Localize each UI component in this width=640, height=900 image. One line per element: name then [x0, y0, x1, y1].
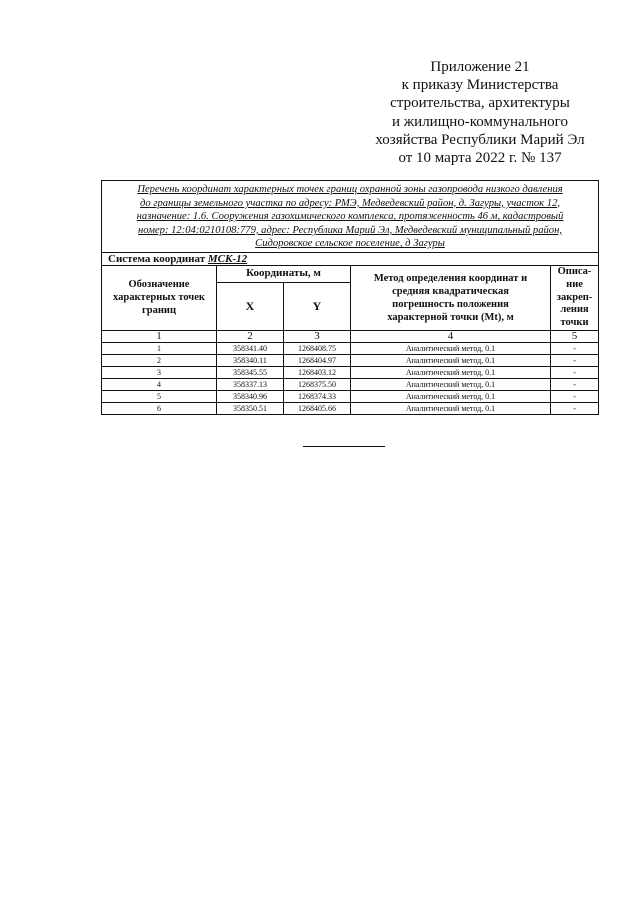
coordinate-system-label: Система координат — [108, 252, 208, 265]
header-designation — [102, 265, 217, 330]
method: Аналитический метод, 0.1 — [351, 342, 551, 354]
coord-x: 358350.51 — [217, 402, 284, 414]
header-description-line: точки — [560, 316, 589, 328]
header-description-line: Описа- — [557, 266, 592, 278]
column-number: 4 — [351, 330, 551, 342]
header-line: к приказу Министерства — [401, 77, 559, 94]
header-x: X — [217, 282, 284, 330]
point-id: 5 — [102, 390, 217, 402]
coord-y: 1268405.66 — [284, 402, 351, 414]
method: Аналитический метод, 0.1 — [351, 354, 551, 366]
table-row — [102, 378, 599, 390]
coordinate-system-row — [102, 252, 599, 265]
end-divider — [303, 446, 385, 447]
header-description-line: ние — [566, 279, 583, 291]
header-line: строительства, архитектуры — [390, 95, 570, 112]
header-method — [351, 265, 551, 330]
coord-y: 1268403.12 — [284, 366, 351, 378]
caption-line: Сидоровское сельское поселение, д Загуры — [255, 238, 445, 250]
column-number: 2 — [217, 330, 284, 342]
table-row — [102, 390, 599, 402]
coord-x: 358340.96 — [217, 390, 284, 402]
header-method-line: характерной точки (Mt), м — [387, 311, 514, 323]
column-number-row — [102, 330, 599, 342]
header-coordinates: Координаты, м — [217, 265, 351, 282]
coord-y: 1268408.75 — [284, 342, 351, 354]
header-description — [551, 265, 599, 330]
table-row — [102, 354, 599, 366]
header-description-line: ления — [560, 304, 589, 316]
coord-x: 358341.40 — [217, 342, 284, 354]
method: Аналитический метод, 0.1 — [351, 402, 551, 414]
coord-y: 1268404.97 — [284, 354, 351, 366]
table-row — [102, 342, 599, 354]
column-number: 3 — [284, 330, 351, 342]
description: - — [551, 342, 599, 354]
caption-line: до границы земельного участка по адресу: РМЭ, Медведевский район, д. Загуры, участок 12, — [140, 197, 561, 209]
method: Аналитический метод, 0.1 — [351, 390, 551, 402]
coord-y: 1268374.33 — [284, 390, 351, 402]
description: - — [551, 354, 599, 366]
caption-line: назначение: 1.6. Сооружения газохимического комплекса, протяженность 46 м, кадастровый — [136, 211, 564, 223]
table-row — [102, 366, 599, 378]
table-row — [102, 402, 599, 414]
coord-x: 358337.13 — [217, 378, 284, 390]
appendix-header — [360, 58, 600, 167]
coord-y: 1268375.50 — [284, 378, 351, 390]
method: Аналитический метод, 0.1 — [351, 366, 551, 378]
header-line: и жилищно-коммунального — [392, 113, 568, 130]
coordinates-table — [101, 180, 599, 415]
header-method-line: средняя квадратическая — [392, 285, 509, 297]
point-id: 1 — [102, 342, 217, 354]
table-caption — [102, 181, 599, 253]
coord-x: 358345.55 — [217, 366, 284, 378]
header-designation-line: характерных точек — [113, 292, 205, 304]
column-number: 1 — [102, 330, 217, 342]
caption-line: номер: 12:04:0210108:779, адрес: Республика Марий Эл, Медведевский муниципальный район, — [138, 224, 562, 236]
header-method-line: Метод определения координат и — [373, 272, 528, 284]
method: Аналитический метод, 0.1 — [351, 378, 551, 390]
header-designation-line: границ — [141, 305, 176, 317]
header-line: Приложение 21 — [430, 59, 530, 75]
header-y: Y — [284, 282, 351, 330]
point-id: 4 — [102, 378, 217, 390]
column-number: 5 — [551, 330, 599, 342]
header-designation-line: Обозначение — [128, 279, 190, 291]
caption-line: Перечень координат характерных точек границ охранной зоны газопровода низкого давления — [137, 184, 563, 195]
point-id: 6 — [102, 402, 217, 414]
description: - — [551, 378, 599, 390]
header-method-line: погрешность положения — [392, 298, 509, 310]
header-line: от 10 марта 2022 г. № 137 — [398, 150, 562, 167]
header-line: хозяйства Республики Марий Эл — [375, 131, 585, 148]
coordinate-system-value: МСК-12 — [207, 252, 248, 265]
description: - — [551, 390, 599, 402]
point-id: 3 — [102, 366, 217, 378]
coord-x: 358340.11 — [217, 354, 284, 366]
header-description-line: закреп- — [556, 291, 593, 303]
description: - — [551, 402, 599, 414]
point-id: 2 — [102, 354, 217, 366]
coordinates-table-wrap — [101, 180, 598, 415]
description: - — [551, 366, 599, 378]
